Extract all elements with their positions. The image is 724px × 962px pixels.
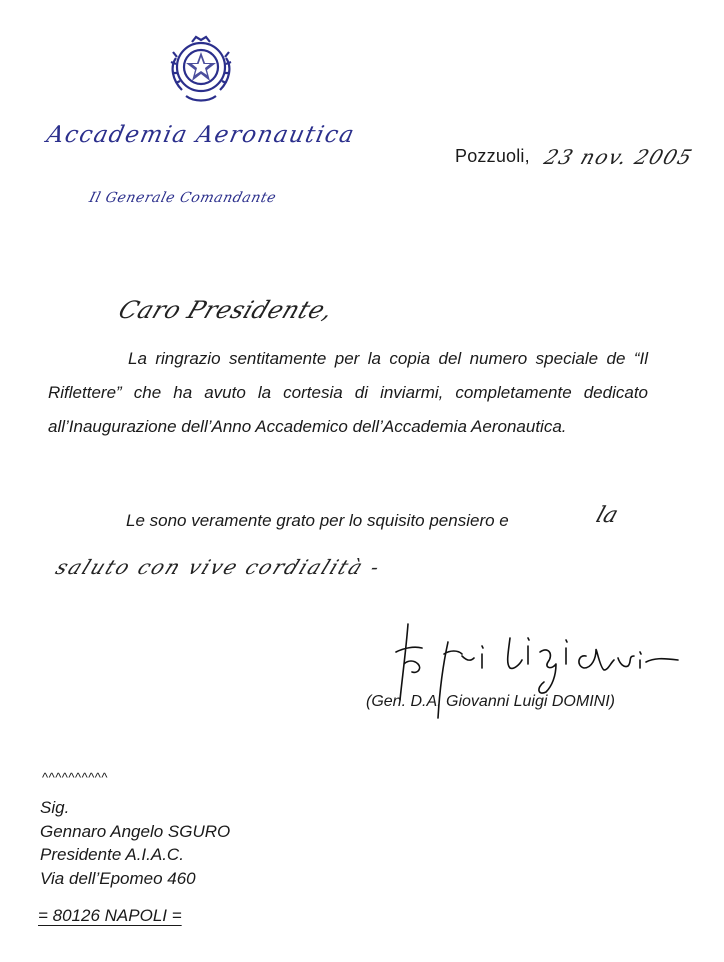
svg-text:la: la [592,502,622,528]
institution-title [86,180,306,214]
institution-name [44,112,358,156]
handwritten-la [590,500,652,532]
svg-text:Accademia Aeronautica: Accademia Aeronautica [44,121,358,148]
handwritten-date [540,136,710,176]
address-line: Gennaro Angelo SGURO [40,821,231,841]
salutation [114,282,338,334]
address-line: Sig. [40,798,70,817]
recipient-city: = 80126 NAPOLI = [38,906,182,925]
letter-paragraph-2: Le sono veramente grato per lo squisito pensiero e [126,511,509,530]
signatory-name: (Gen. D.A. Giovanni Luigi DOMINI) [366,693,615,710]
handwritten-closing [52,550,424,584]
separator-carets: ^^^^^^^^^^ [42,770,109,785]
svg-text:Giovanni Luigi Domini: Giovanni Luigi Domini [498,716,510,717]
republic-emblem-icon [164,32,238,106]
svg-text:Il Generale Comandante: Il Generale Comandante [87,190,279,206]
address-line: Via dell’Epomeo 460 [40,868,196,888]
address-line: Presidente A.I.A.C. [40,845,184,864]
svg-text:Caro Presidente,: Caro Presidente, [114,295,338,324]
place: Pozzuoli, [455,146,530,166]
svg-text:23 nov. 2005: 23 nov. 2005 [541,145,697,169]
svg-text:saluto con vive cordialità -: saluto con vive cordialità - [52,555,386,579]
letter-paragraph-1: La ringrazio sentitamente per la copia del numero speciale de “Il Riflettere” che ha avuto la cortesia di inviarmi, completamente dedicato all’Inaugurazione dell’Anno Accademico dell’Accademia Aeronautica. [48,349,648,436]
recipient-address [40,796,230,890]
